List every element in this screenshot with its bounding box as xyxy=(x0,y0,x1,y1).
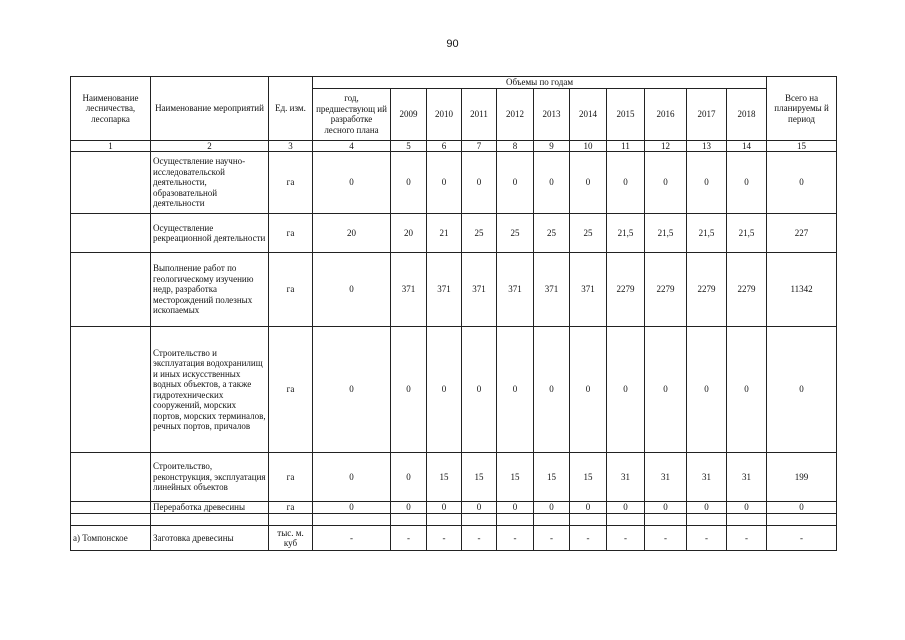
value-cell: 0 xyxy=(497,152,534,214)
table-row xyxy=(71,327,837,453)
value-cell: 0 xyxy=(687,152,727,214)
empty-cell xyxy=(570,514,607,526)
value-cell: 0 xyxy=(607,502,645,514)
value-cell: 371 xyxy=(427,253,462,327)
value-cell: 0 xyxy=(645,327,687,453)
total-cell: 0 xyxy=(767,152,837,214)
value-cell: 15 xyxy=(427,453,462,502)
value-cell: 15 xyxy=(497,453,534,502)
table-row xyxy=(71,253,837,327)
value-cell: 0 xyxy=(497,502,534,514)
empty-cell xyxy=(727,514,767,526)
value-cell: 21,5 xyxy=(607,214,645,253)
measure-cell: Осуществление рекреационной деятельности xyxy=(151,214,269,253)
value-cell: 0 xyxy=(497,327,534,453)
value-cell: 31 xyxy=(727,453,767,502)
column-number: 9 xyxy=(534,140,570,152)
column-number: 2 xyxy=(151,140,269,152)
empty-cell xyxy=(151,514,269,526)
value-cell: - xyxy=(462,526,497,551)
value-cell: - xyxy=(391,526,427,551)
column-number: 7 xyxy=(462,140,497,152)
empty-cell xyxy=(534,514,570,526)
value-cell: - xyxy=(687,526,727,551)
forestry-cell xyxy=(71,453,151,502)
value-cell: 0 xyxy=(462,502,497,514)
total-cell: - xyxy=(767,526,837,551)
column-number: 11 xyxy=(607,140,645,152)
forestry-cell xyxy=(71,152,151,214)
value-cell: 0 xyxy=(570,152,607,214)
value-cell: 0 xyxy=(313,152,391,214)
header-year: 2009 xyxy=(391,88,427,140)
value-cell: 371 xyxy=(497,253,534,327)
column-number: 5 xyxy=(391,140,427,152)
value-cell: 0 xyxy=(462,152,497,214)
value-cell: 21,5 xyxy=(645,214,687,253)
value-cell: 2279 xyxy=(645,253,687,327)
column-number: 4 xyxy=(313,140,391,152)
unit-cell: га xyxy=(269,502,313,514)
value-cell: 25 xyxy=(497,214,534,253)
value-cell: 0 xyxy=(462,327,497,453)
value-cell: 0 xyxy=(313,253,391,327)
value-cell: - xyxy=(727,526,767,551)
value-cell: 0 xyxy=(313,453,391,502)
value-cell: 25 xyxy=(570,214,607,253)
empty-cell xyxy=(71,514,151,526)
header-total: Всего на планируемы й период xyxy=(767,77,837,141)
empty-cell xyxy=(607,514,645,526)
value-cell: 371 xyxy=(570,253,607,327)
total-cell: 11342 xyxy=(767,253,837,327)
forestry-cell xyxy=(71,214,151,253)
measure-cell: Осуществление научно-исследовательской деятельности, образовательной деятельности xyxy=(151,152,269,214)
value-cell: 31 xyxy=(645,453,687,502)
empty-cell xyxy=(767,514,837,526)
header-year: 2016 xyxy=(645,88,687,140)
table-row xyxy=(71,152,837,214)
header-year: 2012 xyxy=(497,88,534,140)
table-row xyxy=(71,502,837,514)
unit-cell: га xyxy=(269,453,313,502)
column-number: 3 xyxy=(269,140,313,152)
column-number: 15 xyxy=(767,140,837,152)
header-forestry: Наименование лесничества, лесопарка xyxy=(71,77,151,141)
header-measure: Наименование мероприятий xyxy=(151,77,269,141)
header-year: 2013 xyxy=(534,88,570,140)
value-cell: 0 xyxy=(313,327,391,453)
value-cell: 0 xyxy=(727,502,767,514)
forestry-cell xyxy=(71,253,151,327)
value-cell: - xyxy=(313,526,391,551)
header-row xyxy=(71,77,837,89)
value-cell: 0 xyxy=(427,327,462,453)
column-number: 6 xyxy=(427,140,462,152)
value-cell: 0 xyxy=(687,502,727,514)
empty-cell xyxy=(462,514,497,526)
value-cell: - xyxy=(570,526,607,551)
empty-cell xyxy=(269,514,313,526)
value-cell: 0 xyxy=(727,327,767,453)
empty-cell xyxy=(391,514,427,526)
value-cell: 0 xyxy=(391,327,427,453)
table-row xyxy=(71,214,837,253)
table-row xyxy=(71,526,837,551)
header-prior-year: год, предшествующ ий разработке лесного плана xyxy=(313,88,391,140)
value-cell: 371 xyxy=(391,253,427,327)
value-cell: 2279 xyxy=(727,253,767,327)
value-cell: 0 xyxy=(570,327,607,453)
measure-cell: Выполнение работ по геологическому изучению недр, разработка месторождений полезных ископаемых xyxy=(151,253,269,327)
value-cell: 20 xyxy=(391,214,427,253)
value-cell: 0 xyxy=(645,502,687,514)
value-cell: 21 xyxy=(427,214,462,253)
column-numbers-row xyxy=(71,140,837,152)
page-number: 90 xyxy=(446,38,459,50)
value-cell: 15 xyxy=(534,453,570,502)
header-year: 2014 xyxy=(570,88,607,140)
unit-cell: га xyxy=(269,152,313,214)
column-number: 14 xyxy=(727,140,767,152)
unit-cell: тыс. м. куб xyxy=(269,526,313,551)
column-number: 10 xyxy=(570,140,607,152)
value-cell: - xyxy=(427,526,462,551)
unit-cell: га xyxy=(269,253,313,327)
volumes-table xyxy=(70,76,837,551)
value-cell: 371 xyxy=(534,253,570,327)
column-number: 12 xyxy=(645,140,687,152)
forestry-cell: а) Томпонское xyxy=(71,526,151,551)
header-year: 2011 xyxy=(462,88,497,140)
empty-cell xyxy=(687,514,727,526)
value-cell: 371 xyxy=(462,253,497,327)
empty-cell xyxy=(427,514,462,526)
header-year: 2018 xyxy=(727,88,767,140)
spacer-row xyxy=(71,514,837,526)
value-cell: 0 xyxy=(687,327,727,453)
value-cell: 0 xyxy=(727,152,767,214)
measure-cell: Строительство и эксплуатация водохранилищ и иных искусственных водных объектов, а также гидротехнических сооружений, морских портов, морских терминалов, речных портов, причалов xyxy=(151,327,269,453)
header-year: 2017 xyxy=(687,88,727,140)
empty-cell xyxy=(313,514,391,526)
value-cell: - xyxy=(534,526,570,551)
measure-cell: Строительство, реконструкция, эксплуатация линейных объектов xyxy=(151,453,269,502)
total-cell: 0 xyxy=(767,502,837,514)
header-year: 2010 xyxy=(427,88,462,140)
header-volumes-by-year: Объемы по годам xyxy=(313,77,767,89)
value-cell: 31 xyxy=(687,453,727,502)
value-cell: 15 xyxy=(462,453,497,502)
value-cell: 0 xyxy=(534,152,570,214)
total-cell: 227 xyxy=(767,214,837,253)
value-cell: 0 xyxy=(313,502,391,514)
column-number: 13 xyxy=(687,140,727,152)
value-cell: 0 xyxy=(427,502,462,514)
value-cell: - xyxy=(607,526,645,551)
value-cell: 25 xyxy=(462,214,497,253)
value-cell: 0 xyxy=(645,152,687,214)
value-cell: 20 xyxy=(313,214,391,253)
value-cell: 15 xyxy=(570,453,607,502)
total-cell: 0 xyxy=(767,327,837,453)
empty-cell xyxy=(645,514,687,526)
unit-cell: га xyxy=(269,327,313,453)
value-cell: 0 xyxy=(607,152,645,214)
value-cell: 0 xyxy=(391,502,427,514)
forestry-cell xyxy=(71,327,151,453)
column-number: 8 xyxy=(497,140,534,152)
value-cell: 0 xyxy=(570,502,607,514)
value-cell: 0 xyxy=(391,152,427,214)
value-cell: - xyxy=(497,526,534,551)
value-cell: 0 xyxy=(391,453,427,502)
value-cell: 31 xyxy=(607,453,645,502)
header-year: 2015 xyxy=(607,88,645,140)
column-number: 1 xyxy=(71,140,151,152)
forestry-cell xyxy=(71,502,151,514)
measure-cell: Переработка древесины xyxy=(151,502,269,514)
measure-cell: Заготовка древесины xyxy=(151,526,269,551)
value-cell: 2279 xyxy=(607,253,645,327)
value-cell: 0 xyxy=(607,327,645,453)
header-unit: Ед. изм. xyxy=(269,77,313,141)
table-row xyxy=(71,453,837,502)
value-cell: 21,5 xyxy=(727,214,767,253)
value-cell: 2279 xyxy=(687,253,727,327)
value-cell: 0 xyxy=(427,152,462,214)
value-cell: 21,5 xyxy=(687,214,727,253)
value-cell: 0 xyxy=(534,327,570,453)
value-cell: - xyxy=(645,526,687,551)
empty-cell xyxy=(497,514,534,526)
unit-cell: га xyxy=(269,214,313,253)
value-cell: 25 xyxy=(534,214,570,253)
total-cell: 199 xyxy=(767,453,837,502)
value-cell: 0 xyxy=(534,502,570,514)
